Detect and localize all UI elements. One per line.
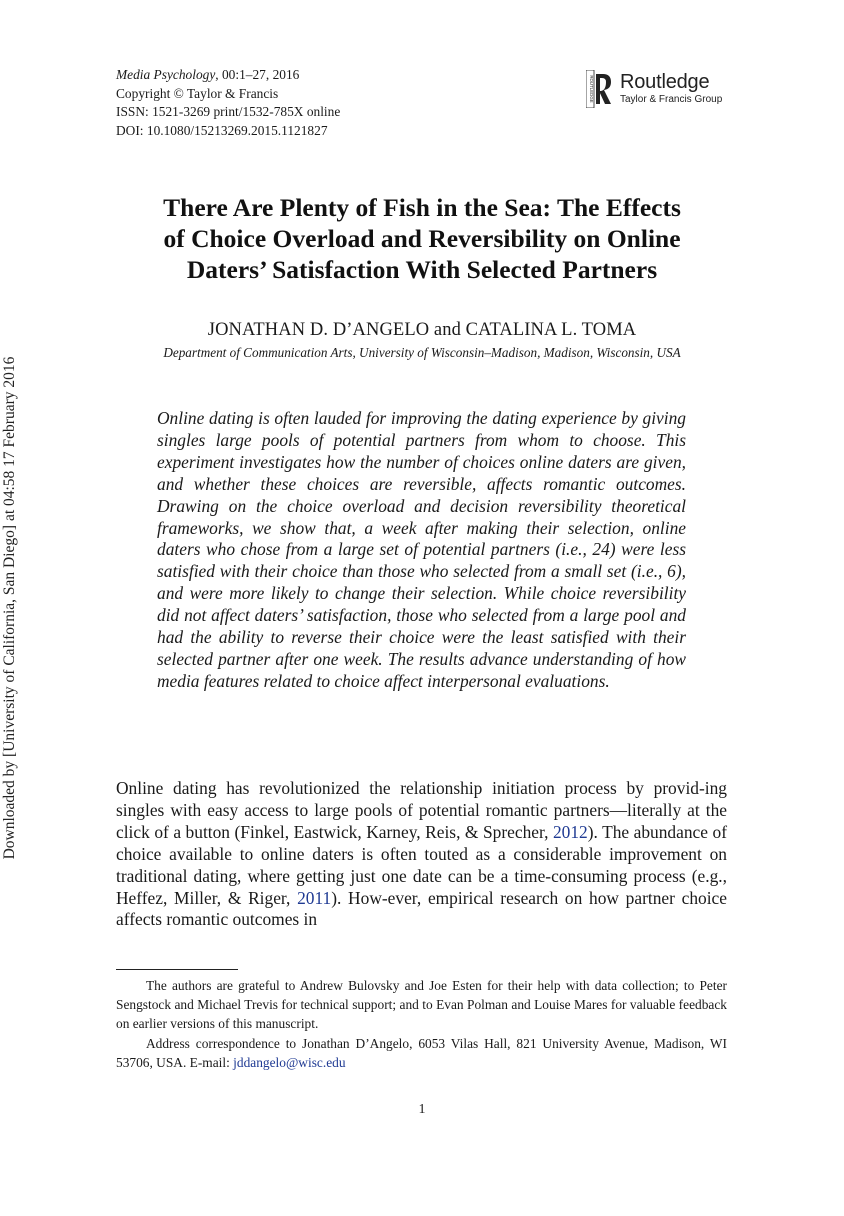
journal-name: Media Psychology [116, 67, 216, 82]
paper-title [100, 192, 744, 285]
citation-link-2012[interactable]: 2012 [552, 821, 588, 842]
journal-issn: ISSN: 1521-3269 print/1532-785X online [116, 104, 341, 120]
body-text-part: ). The abundance of choice available to online daters is often touted as a considerable improvement on traditional dating, where getting just one date can be a time-consuming process (e.g., Heffez, Miller, & Riger, [116, 821, 727, 908]
journal-copyright: Copyright © Taylor & Francis [116, 85, 279, 101]
logo-vertical-text: ROUTLEDGE [589, 75, 594, 103]
page-number: 1 [418, 1102, 426, 1117]
routledge-logo-icon [586, 70, 612, 108]
affiliation: Department of Communication Arts, University of Wisconsin–Madison, Madison, Wisconsin, USA [163, 345, 681, 360]
journal-volume: , 00:1–27, 2016 [215, 67, 300, 82]
routledge-logo[interactable] [586, 70, 722, 108]
authors: JONATHAN D. D’ANGELO and CATALINA L. TOMA [207, 320, 637, 340]
journal-doi: DOI: 10.1080/15213269.2015.1121827 [116, 122, 328, 138]
footnote-correspondence [116, 1034, 727, 1072]
title-line: of Choice Overload and Reversibility on Online [163, 224, 681, 253]
journal-citation [116, 66, 340, 85]
correspondence-text: Address correspondence to Jonathan D’Angelo, 6053 Vilas Hall, 821 University Avenue, Madison, WI 53706, USA. E-mail: [116, 1035, 727, 1070]
footnote-divider [116, 969, 238, 970]
title-line: Daters’ Satisfaction With Selected Partners [186, 255, 658, 284]
footnotes [116, 976, 727, 1072]
title-line: There Are Plenty of Fish in the Sea: The Effects [163, 193, 681, 222]
body-text-part: ). How-ever, empirical research on how partner choice affects romantic outcomes in [116, 887, 727, 930]
footnote-acknowledgment: The authors are grateful to Andrew Bulovsky and Joe Esten for their help with data collection; to Peter Sengstock and Michael Trevis for technical support; and to Evan Polman and Louise Mares for valuable feedback on earlier versions of this manuscript. [116, 978, 727, 1032]
download-stamp: Downloaded by [University of California, San Diego] at 04:58 17 February 2016 [1, 356, 18, 860]
logo-name: Routledge [620, 71, 710, 93]
abstract: Online dating is often lauded for improving the dating experience by giving singles large pools of potential partners from whom to choose. This experiment investigates how the number of choices online daters are given, and whether these choices are reversible, affects romantic outcomes. Drawing on the choice overload and decision reversibility theoretical frameworks, we show that, a week after making their selection, online daters who chose from a large set of potential partners (i.e., 24) were less satisfied with their choice than those who selected from a small set (i.e., 6), and were more likely to change their selection. While choice reversibility did not affect daters’ satisfaction, those who selected from a large pool and had the ability to reverse their choice were the least satisfied with their selected partner after one week. The results advance understanding of how media features related to choice affect interpersonal evaluations. [157, 408, 686, 691]
intro-paragraph [116, 778, 727, 931]
logo-subtitle: Taylor & Francis Group [620, 94, 723, 105]
citation-link-2011[interactable]: 2011 [297, 887, 332, 908]
journal-meta [116, 66, 340, 140]
body-text-part: Online dating has revolutionized the relationship initiation process by provid-ing singles with easy access to large pools of potential romantic partners—literally at the click of a button (Finkel, Eastwick, Karney, Reis, & Sprecher, [116, 778, 727, 842]
email-link[interactable]: jddangelo@wisc.edu [233, 1054, 346, 1070]
